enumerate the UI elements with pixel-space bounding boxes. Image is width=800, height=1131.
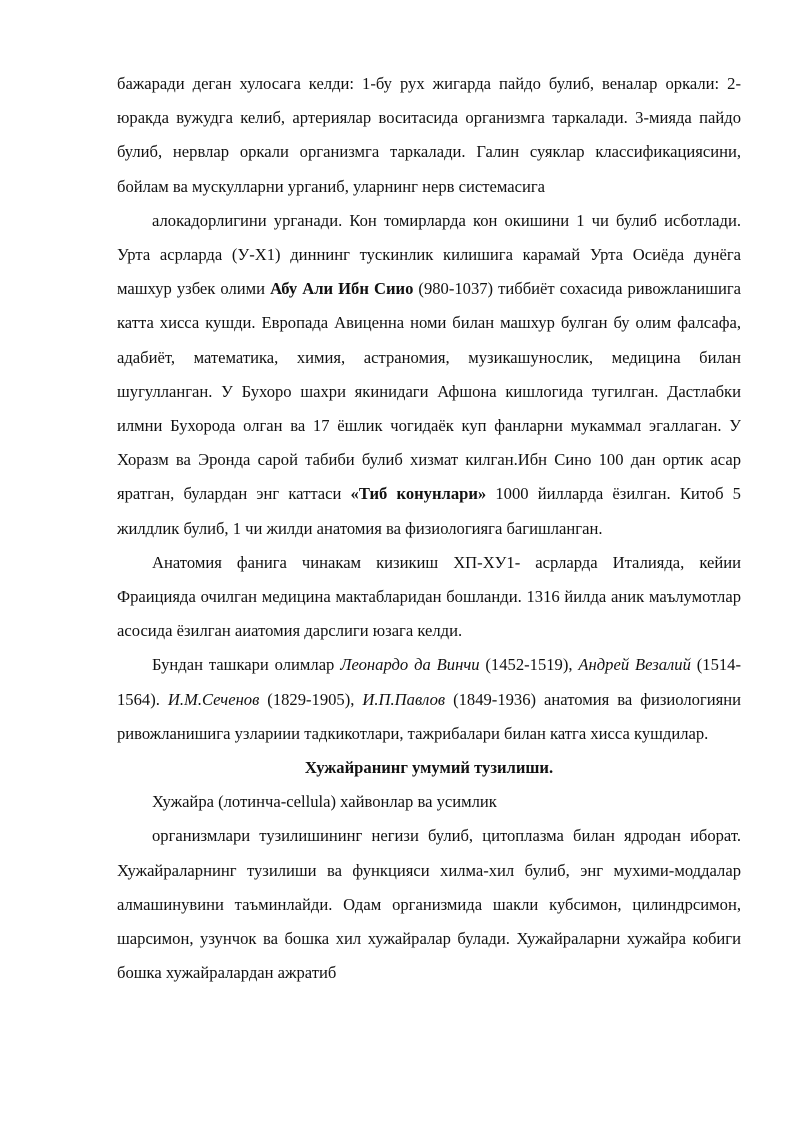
italic-name-leonardo: Леонардо да Винчи bbox=[340, 655, 480, 675]
bold-book-title: «Тиб конунлари» bbox=[350, 484, 487, 504]
text-segment: алокадорлигини урганади. Кон томирларда кон окишини 1 чи булиб исботлади. Урта асрларда (У-Х1) диннинг тускинлик килишига карамай Урта Осиёда дунёга машхур узбек олими bbox=[117, 210, 741, 299]
section-heading: Хужайранинг умумий тузилиши. bbox=[304, 758, 554, 778]
text-segment: (1452-1519), bbox=[479, 655, 579, 675]
paragraph-text: бажаради деган хулосага келди: 1-бу рух жигарда пайдо булиб, веналар оркали: 2-юракда вужудга келиб, артериялар воситасида организмга таркалади. 3-мияда пайдо булиб, нервлар оркали организмга таркалади. Галин суяклар классификациясини, бойлам ва мускулларни урганиб, уларнинг нерв системасига bbox=[117, 74, 741, 196]
italic-name-pavlov: И.П.Павлов bbox=[362, 689, 446, 709]
paragraph-text: организмлари тузилишининг негизи булиб, цитоплазма билан ядродан иборат. Хужайраларнинг тузилиши ва функцияси хилма-хил булиб, энг мухими-моддалар алмашинувини таъминлайди. Одам организмида шакли кубсимон, цилиндрсимон, шарсимон, узунчок ва бошка хил хужайралар булади. Хужайраларни хужайра кобиги бошка хужайралардан ажратиб bbox=[117, 826, 741, 983]
text-segment: (980-1037) тиббиёт сохасида ривожланишига катта хисса кушди. Европада Авиценна номи билан машхур булган бу олим фалсафа, адабиёт, математика, химия, астраномия, музикашунослик, медицина билан шугулланган. У Бухоро шахри якинидаги Афшона кишлогида тугилган. Дастлабки илмни Бухорода олган ва 17 ёшлик чогидаёк куп фанларни мукаммал эгаллаган. У Хоразм ва Эронда сарой табиби булиб хизмат килган.Ибн Сино 100 дан ортик асар яратган, булардан энг каттаси bbox=[117, 279, 741, 504]
document-page bbox=[117, 67, 741, 990]
paragraph-cell-intro bbox=[117, 785, 741, 819]
text-segment: Бундан ташкари олимлар bbox=[152, 655, 341, 675]
paragraph-scientists bbox=[117, 648, 741, 751]
text-segment: (1829-1905), bbox=[259, 689, 363, 709]
paragraph-cell-structure bbox=[117, 819, 741, 990]
paragraph-text: Хужайра (лотинча-cellula) хайвонлар ва усимлик bbox=[152, 792, 497, 812]
text-segment: 1000 йилларда ёзилган. Китоб 5 жилдлик булиб, 1 чи жилди анатомия ва физиологияга багишланган. bbox=[117, 484, 741, 538]
bold-name-ibn-sino: Абу Али Ибн Сиио bbox=[270, 279, 414, 299]
paragraph-anatomy-italy bbox=[117, 546, 741, 649]
paragraph-text: Анатомия фанига чинакам кизикиш ХП-ХУ1- асрларда Италияда, кейии Фраицияда очилган медицина мактабларидан бошланди. 1316 йилда аник маълумотлар асосида ёзилган аиатомия дарслиги юзага келди. bbox=[117, 552, 741, 641]
italic-name-sechenov: И.М.Сеченов bbox=[167, 689, 260, 709]
text-segment: (1849-1936) анатомия ва физиологияни ривожланишига узлариии тадкикотлари, тажрибалари билан катга хисса кушдилар. bbox=[117, 689, 741, 743]
italic-name-vesalius: Андрей Везалий bbox=[578, 655, 691, 675]
paragraph-spirit-theory bbox=[117, 67, 741, 204]
paragraph-ibn-sino bbox=[117, 204, 741, 546]
text-segment: (1514-1564). bbox=[117, 655, 741, 709]
